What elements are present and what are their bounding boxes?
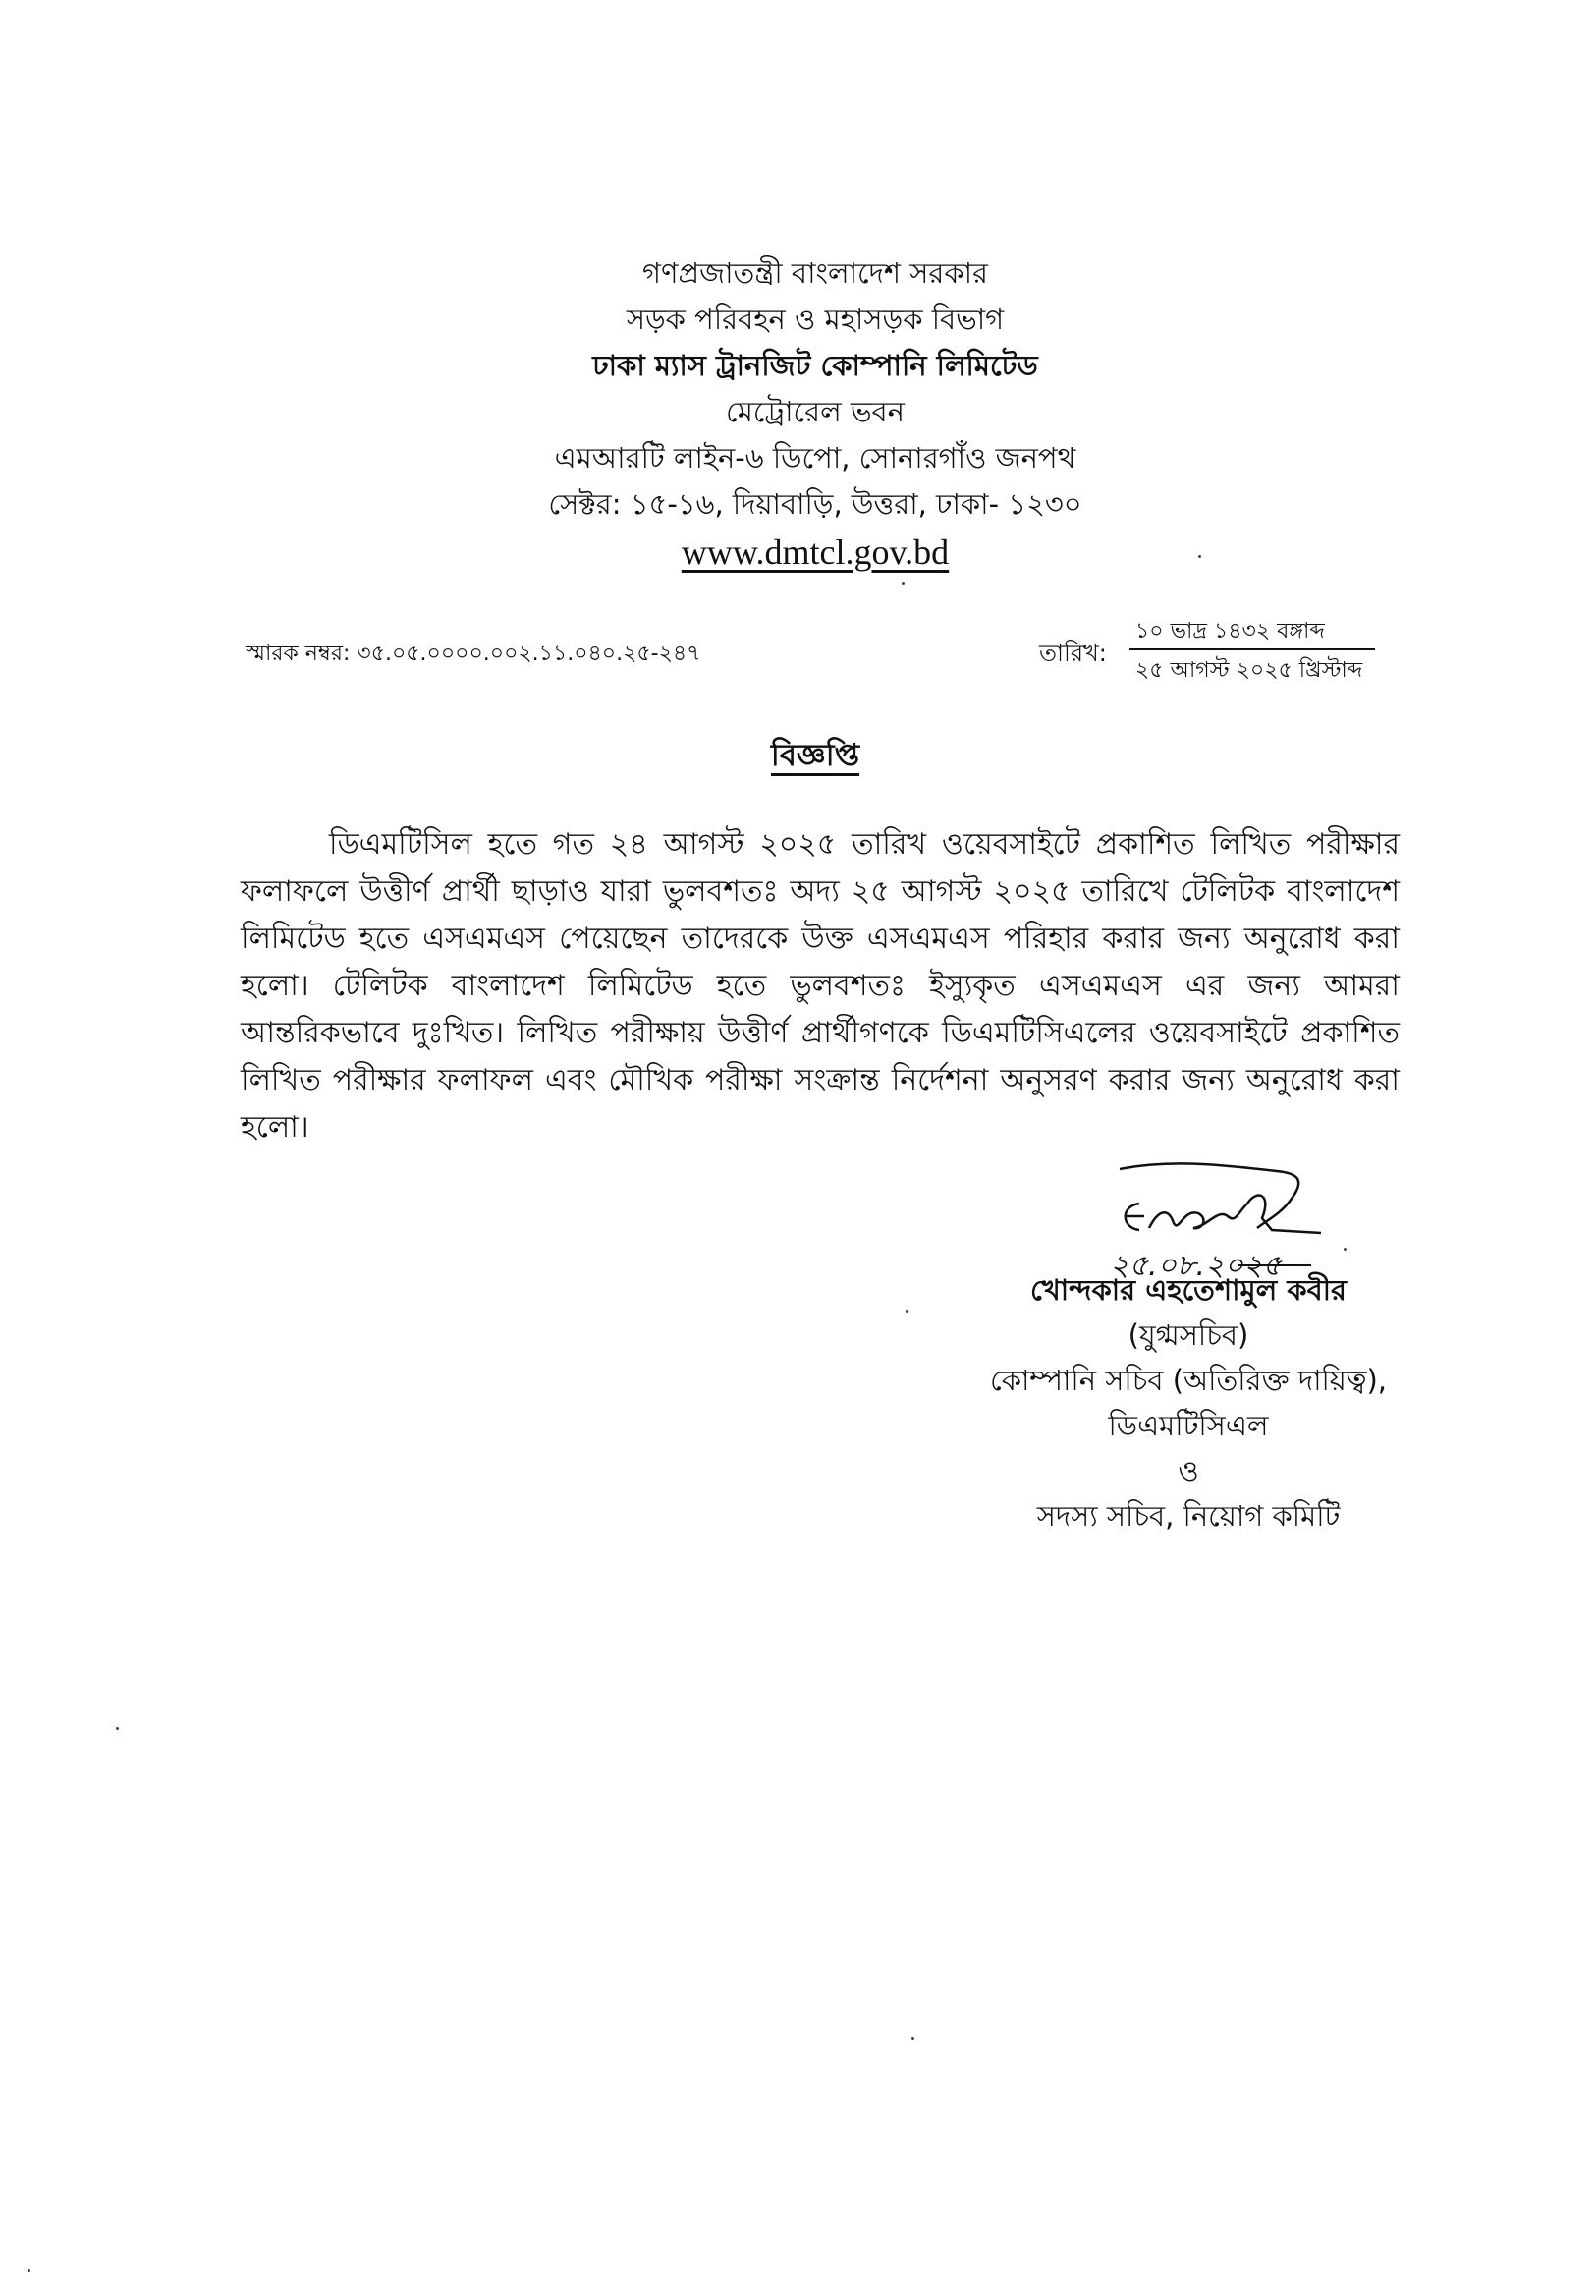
notice-title: বিজ্ঞপ্তি [770,738,860,773]
scan-speck [1198,555,1201,558]
notice-body: ডিএমটিসিল হতে গত ২৪ আগস্ট ২০২৫ তারিখ ওয়েবসাইটে প্রকাশিত লিখিত পরীক্ষার ফলাফলে উত্তীর্ণ প্রার্থী ছাড়াও যারা ভুলবশতঃ অদ্য ২৫ আগস্ট ২০২৫ তারিখে টেলিটক বাংলাদেশ লিমিটেড হতে এসএমএস পেয়েছেন তাদেরকে উক্ত এসএমএস পরিহার করার জন্য অনুরোধ করা হলো। টেলিটক বাংলাদেশ লিমিটেড হতে ভুলবশতঃ ইস্যুকৃত এসএমএস এর জন্য আমরা আন্তরিকভাবে দুঃখিত। লিখিত পরীক্ষায় উত্তীর্ণ প্রার্থীগণকে ডিএমটিসিএলের ওয়েবসাইটে প্রকাশিত লিখিত পরীক্ষার ফলাফল এবং মৌখিক পরীক্ষা সংক্রান্ত নির্দেশনা অনুসরণ করার জন্য অনুরোধ করা হলো। [241,827,1400,1145]
signatory-conjunction: ও [1178,1454,1199,1487]
address-line-2: সেক্টর: ১৫-১৬, দিয়াবাড়ি, উত্তরা, ঢাকা- ১২৩০ [548,487,1082,521]
signatory-rank: (যুগ্মসচিব) [1128,1318,1249,1352]
signatory-organization: ডিএমটিসিএল [1108,1409,1269,1442]
division-name: সড়ক পরিবহন ও মহাসড়ক বিভাগ [626,303,1005,336]
signatory-block [943,1267,1434,1539]
memo-reference: স্মারক নম্বর: ৩৫.০৫.০০০০.০০২.১১.০৪০.২৫-২৪৭ [246,642,701,666]
govt-name: গণপ্রজাতন্ত্রী বাংলাদেশ সরকার [641,256,989,290]
scan-speck [28,2269,30,2272]
website-link[interactable]: www.dmtcl.gov.bd [681,532,950,572]
scan-speck [911,2037,914,2040]
signatory-name: খোন্দকার এহতেশামুল কবীর [1030,1273,1347,1307]
date-block [1039,614,1378,693]
date-bangla: ১০ ভাদ্র ১৪৩২ বঙ্গাব্দ [1135,619,1325,644]
signatory-role-member-secretary: সদস্য সচিব, নিয়োগ কমিটি [1036,1499,1341,1533]
scan-speck [116,1727,119,1730]
scan-speck [902,582,905,585]
address-line-1: এমআরটি লাইন-৬ ডিপো, সোনারগাঁও জনপথ [554,441,1076,475]
date-label: তারিখ: [1039,640,1107,667]
building-name: মেট্রোরেল ভবন [725,395,905,428]
date-divider [1129,648,1375,650]
company-name: ঢাকা ম্যাস ট্রানজিট কোম্পানি লিমিটেড [592,349,1038,382]
scan-speck [1344,1248,1347,1251]
signature-date: ২৫.০৮.২০২৫ [1110,1249,1283,1283]
letterhead [0,251,1596,577]
scan-speck [906,1310,908,1313]
signatory-role-company-secretary: কোম্পানি সচিব (অতিরিক্ত দায়িত্ব), [989,1364,1388,1397]
date-gregorian: ২৫ আগস্ট ২০২৫ খ্রিস্টাব্দ [1135,658,1363,683]
